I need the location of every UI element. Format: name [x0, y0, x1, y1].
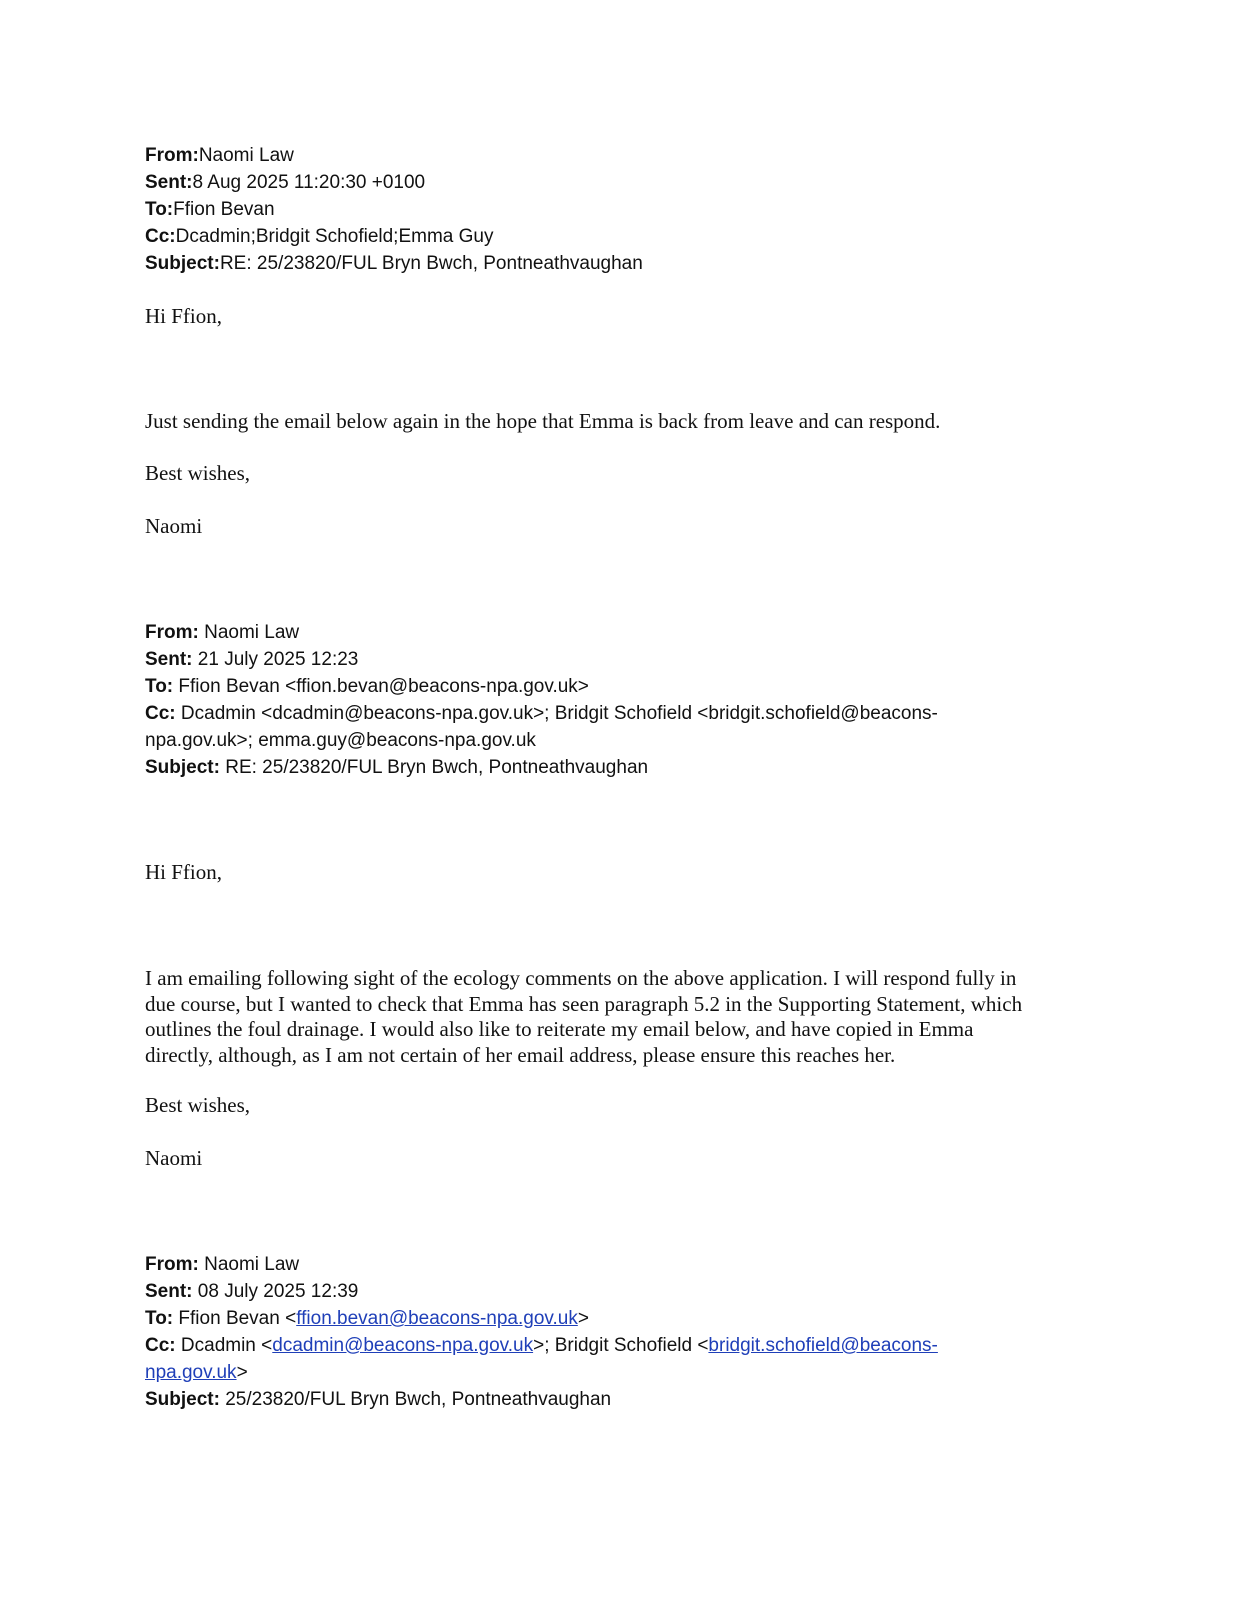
email2-from-line	[145, 619, 938, 646]
email3-sent-line	[145, 1278, 938, 1305]
cc-label: Cc:	[145, 1335, 176, 1356]
email2-body	[145, 966, 1075, 1068]
subject-value: RE: 25/23820/FUL Bryn Bwch, Pontneathvaughan	[225, 757, 649, 778]
email1-to-line	[145, 196, 643, 223]
email2-signature: Naomi	[145, 1146, 203, 1170]
email3-header	[145, 1251, 938, 1413]
to-label: To:	[145, 199, 174, 220]
body-line: outlines the foul drainage. I would also like to reiterate my email below, and have copied in Emma	[145, 1017, 974, 1041]
from-label: From:	[145, 622, 199, 643]
email1-subject-line	[145, 250, 643, 277]
from-label: From:	[145, 145, 199, 166]
cc-email-link-bridgit-continued[interactable]: npa.gov.uk	[145, 1362, 237, 1383]
to-label: To:	[145, 676, 174, 697]
cc-value-continued: npa.gov.uk>; emma.guy@beacons-npa.gov.uk	[145, 730, 536, 751]
subject-label: Subject:	[145, 1389, 220, 1410]
email1-signoff: Best wishes,	[145, 461, 250, 485]
from-value: Naomi Law	[204, 622, 300, 643]
from-value: Naomi Law	[204, 1254, 300, 1275]
from-label: From:	[145, 1254, 199, 1275]
subject-label: Subject:	[145, 757, 220, 778]
sent-label: Sent:	[145, 172, 193, 193]
to-value: Ffion Bevan	[173, 199, 275, 220]
email1-from-line	[145, 142, 643, 169]
email1-body: Just sending the email below again in the hope that Emma is back from leave and can respond.	[145, 409, 941, 433]
email3-from-line	[145, 1251, 938, 1278]
cc-email-link-dcadmin[interactable]: dcadmin@beacons-npa.gov.uk	[272, 1335, 534, 1356]
sent-value: 21 July 2025 12:23	[197, 649, 359, 670]
body-line: due course, but I wanted to check that Emma has seen paragraph 5.2 in the Supporting Statement, which	[145, 991, 1023, 1016]
email2-sent-line	[145, 646, 938, 673]
email2-to-line	[145, 673, 938, 700]
subject-label: Subject:	[145, 253, 220, 274]
email1-greeting: Hi Ffion,	[145, 304, 223, 328]
sent-label: Sent:	[145, 649, 193, 670]
email3-subject-line	[145, 1386, 938, 1413]
to-name: Ffion Bevan <	[178, 1308, 297, 1329]
email2-signoff: Best wishes,	[145, 1093, 250, 1117]
email1-header	[145, 142, 643, 277]
to-value: Ffion Bevan <ffion.bevan@beacons-npa.gov.uk>	[178, 676, 589, 697]
subject-value: RE: 25/23820/FUL Bryn Bwch, Pontneathvaughan	[219, 253, 643, 274]
sent-label: Sent:	[145, 1281, 193, 1302]
sent-value: 08 July 2025 12:39	[197, 1281, 359, 1302]
email3-cc-line-continued	[145, 1359, 938, 1386]
cc-value: Dcadmin;Bridgit Schofield;Emma Guy	[175, 226, 494, 247]
body-line: I am emailing following sight of the ecology comments on the above application. I will respond fully in	[145, 966, 1017, 990]
email2-cc-line	[145, 700, 938, 727]
email2-subject-line	[145, 754, 938, 781]
sent-value: 8 Aug 2025 11:20:30 +0100	[192, 172, 426, 193]
cc-email-link-bridgit[interactable]: bridgit.schofield@beacons-	[708, 1335, 938, 1356]
cc-name: Dcadmin <	[180, 1335, 273, 1356]
cc-close: >	[236, 1362, 248, 1383]
cc-separator: >; Bridgit Schofield <	[533, 1335, 709, 1356]
from-value: Naomi Law	[198, 145, 294, 166]
email3-to-line	[145, 1305, 938, 1332]
email2-header	[145, 619, 938, 781]
email1-sent-line	[145, 169, 643, 196]
subject-value: 25/23820/FUL Bryn Bwch, Pontneathvaughan	[225, 1389, 612, 1410]
email3-cc-line	[145, 1332, 938, 1359]
email1-signature: Naomi	[145, 514, 203, 538]
email2-greeting: Hi Ffion,	[145, 860, 223, 884]
to-email-link[interactable]: ffion.bevan@beacons-npa.gov.uk	[296, 1308, 578, 1329]
cc-label: Cc:	[145, 703, 176, 724]
body-line: directly, although, as I am not certain of her email address, please ensure this reaches her.	[145, 1042, 896, 1067]
to-close: >	[577, 1308, 589, 1329]
cc-label: Cc:	[145, 226, 176, 247]
to-label: To:	[145, 1308, 174, 1329]
cc-value: Dcadmin <dcadmin@beacons-npa.gov.uk>; Bridgit Schofield <bridgit.schofield@beacons-	[180, 703, 938, 724]
email1-cc-line	[145, 223, 643, 250]
email2-cc-line-continued	[145, 727, 938, 754]
